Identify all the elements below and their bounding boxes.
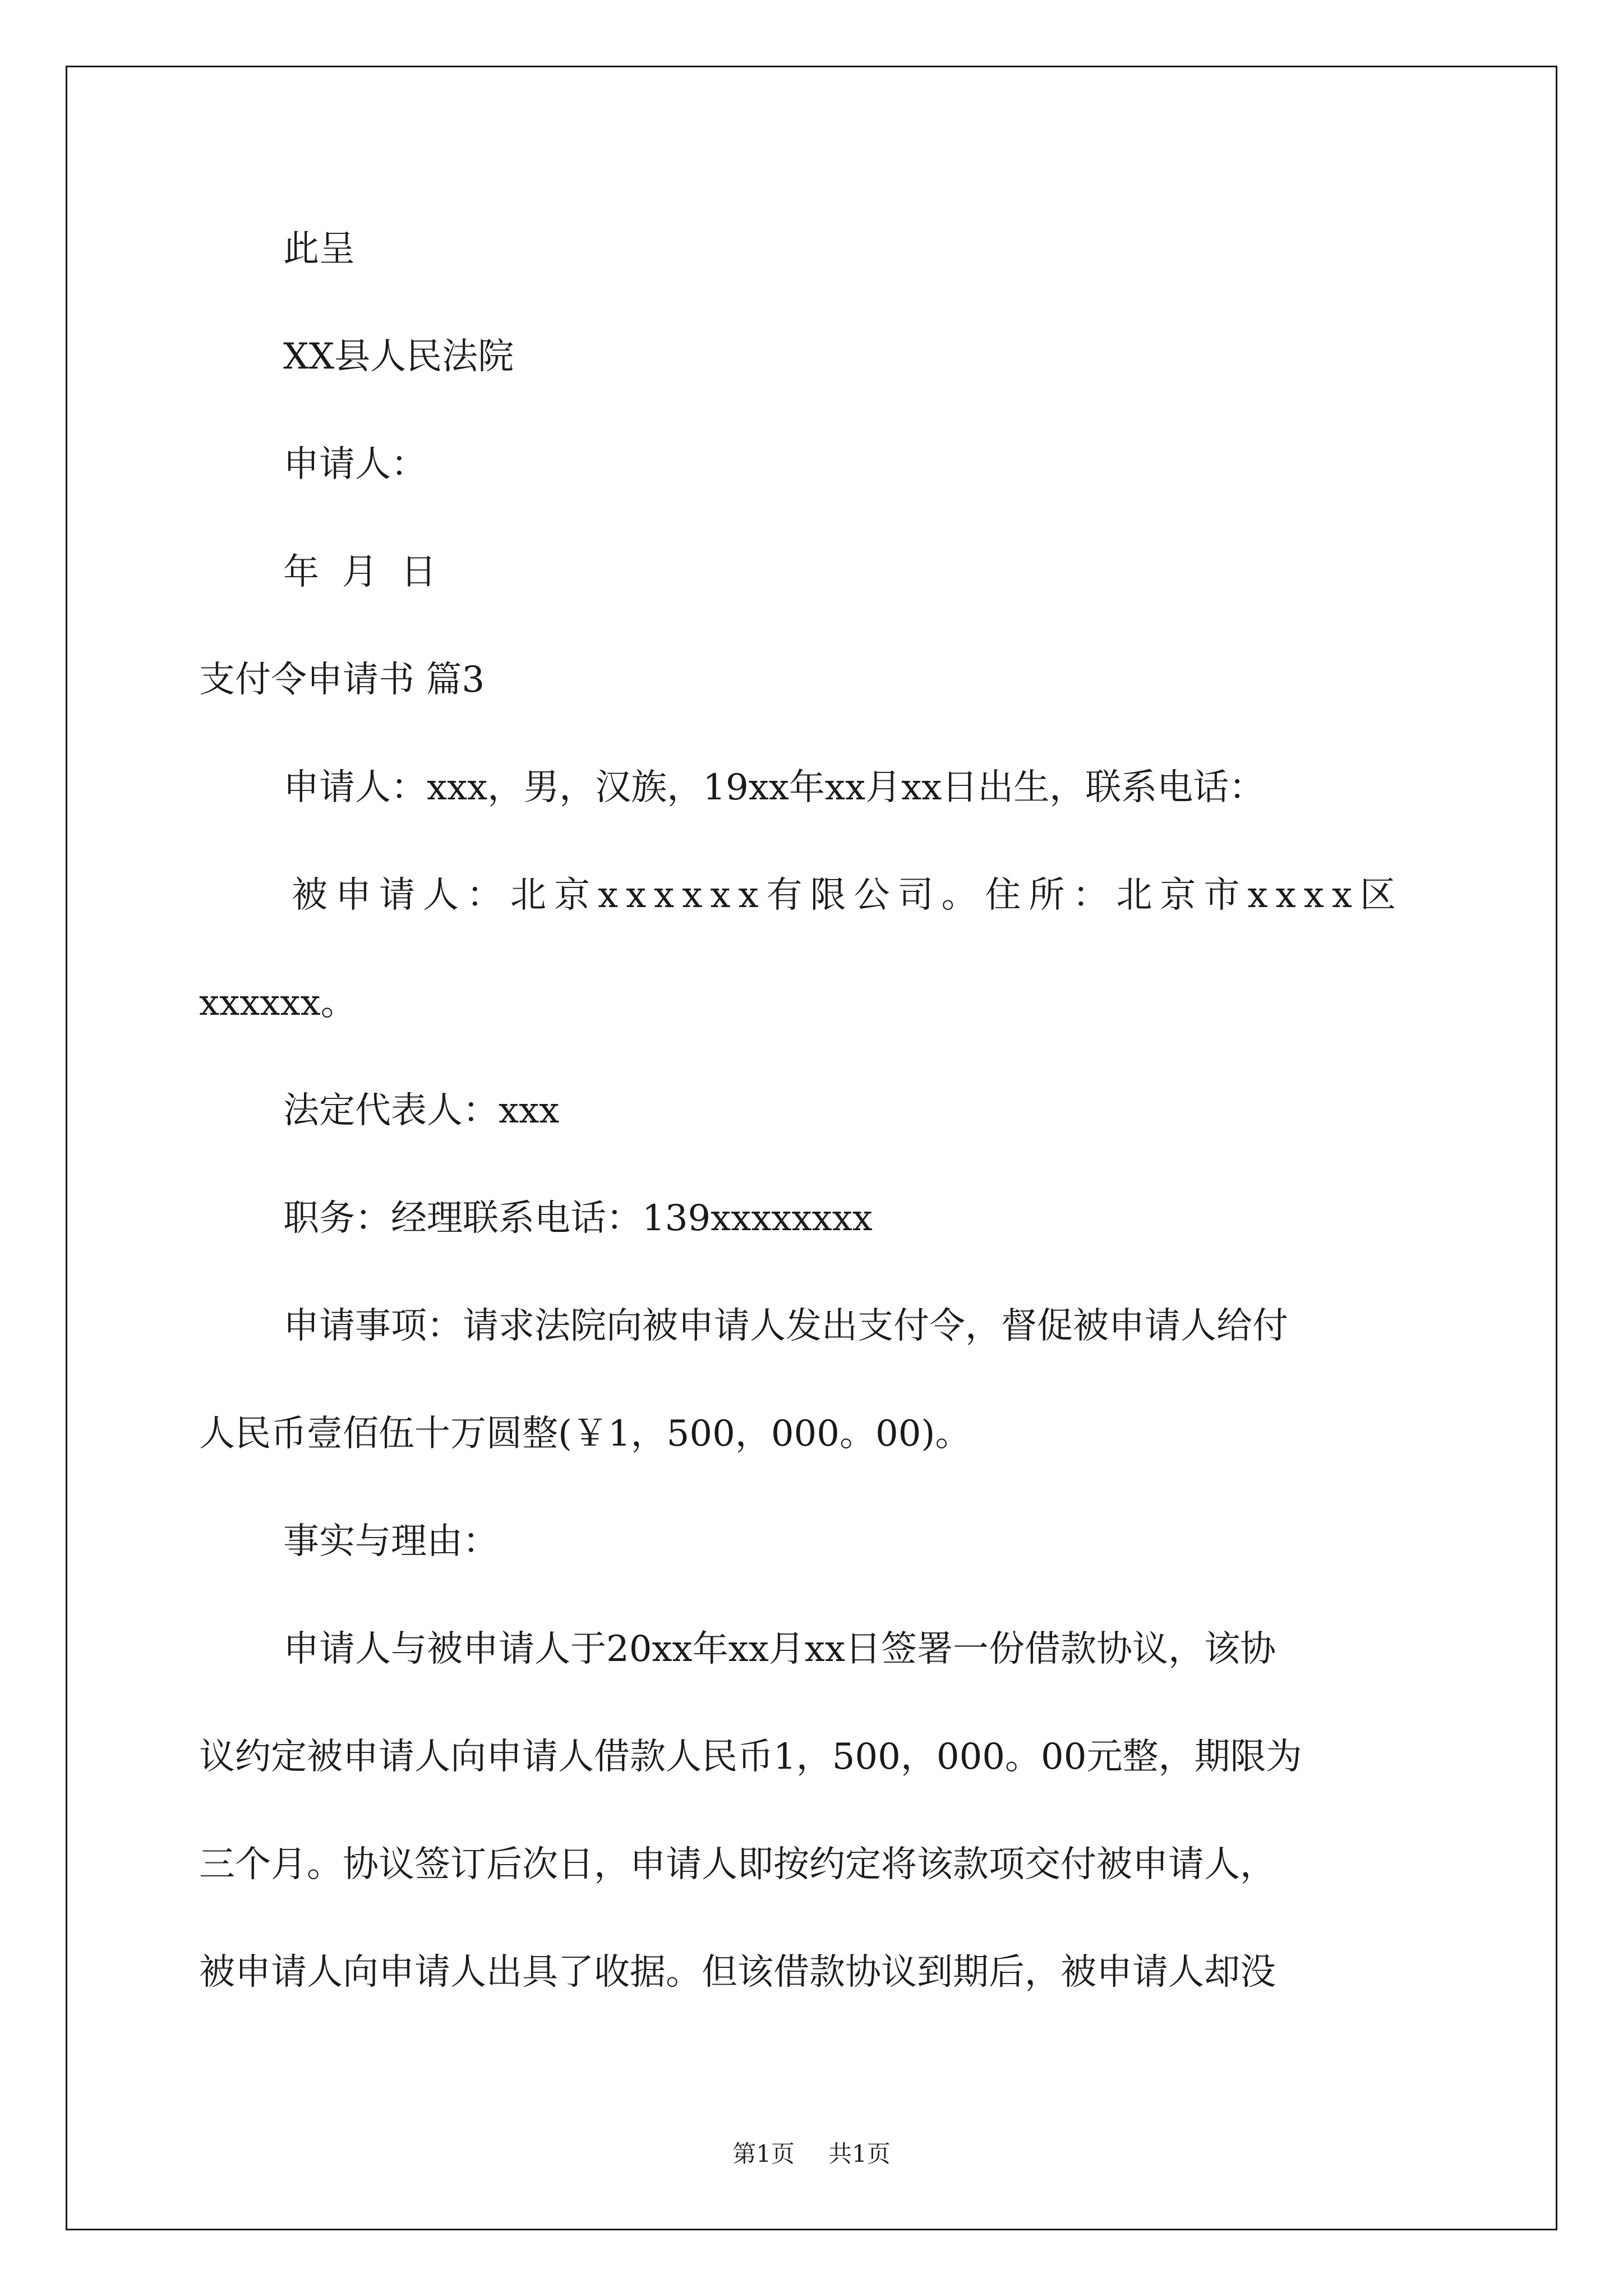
applicant-signature-label: 申请人： — [283, 444, 427, 485]
body-line: 职务：经理联系电话：139xxxxxxxx — [283, 1198, 873, 1239]
body-line: 法定代表人：xxx — [283, 1090, 560, 1131]
body-line: 议约定被申请人向申请人借款人民币1，500，000。00元整，期限为 — [199, 1736, 1302, 1778]
body-line: 被申请人向申请人出具了收据。但该借款协议到期后，被申请人却没 — [199, 1952, 1276, 1993]
date-line: 年 月 日 — [283, 551, 437, 593]
page-footer — [0, 2140, 1623, 2168]
court-name: XX县人民法院 — [283, 336, 514, 378]
body-line: 被申请人：北京xxxxxx有限公司。住所：北京市xxxx区 — [292, 875, 1404, 916]
closing-line: 此呈 — [283, 228, 355, 270]
page-total: 共1页 — [828, 2140, 891, 2168]
section-heading: 支付令申请书 篇3 — [199, 659, 485, 701]
body-line: 申请事项：请求法院向被申请人发出支付令，督促被申请人给付 — [283, 1305, 1288, 1347]
body-line: 人民币壹佰伍十万圆整(￥1，500，000。00)。 — [199, 1413, 971, 1455]
body-line: xxxxxx。 — [199, 982, 357, 1024]
page-number: 第1页 — [732, 2140, 795, 2168]
body-line: 事实与理由： — [283, 1521, 499, 1562]
body-line: 申请人与被申请人于20xx年xx月xx日签署一份借款协议，该协 — [283, 1628, 1276, 1670]
page-border — [66, 66, 1557, 2230]
body-line: 申请人：xxx，男，汉族，19xx年xx月xx日出生，联系电话： — [283, 767, 1265, 808]
body-line: 三个月。协议签订后次日，申请人即按约定将该款项交付被申请人， — [199, 1844, 1276, 1885]
